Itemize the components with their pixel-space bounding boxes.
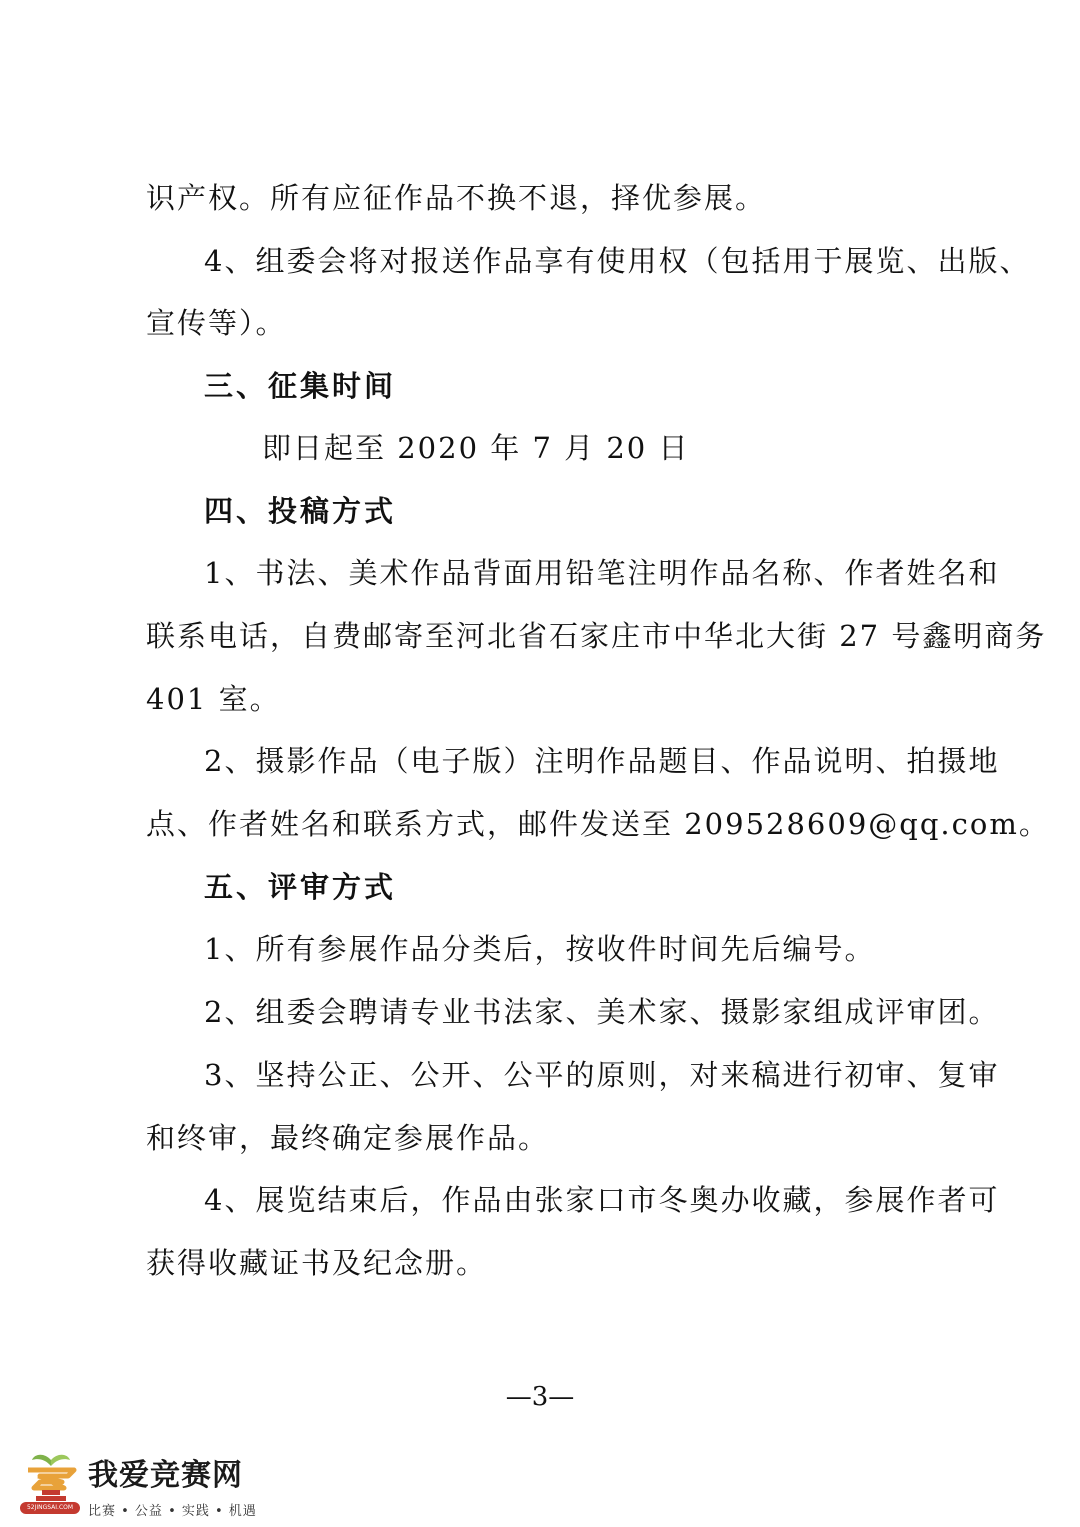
section-heading: 五、评审方式 [204, 870, 397, 904]
paragraph-line: 点、作者姓名和联系方式，邮件发送至 209528609@qq.com。 [146, 807, 1050, 841]
section-heading: 三、征集时间 [204, 369, 397, 403]
paragraph-line: 3、坚持公正、公开、公平的原则，对来稿进行初审、复审 [204, 1058, 1000, 1092]
paragraph-line: 1、所有参展作品分类后，按收件时间先后编号。 [204, 932, 876, 966]
paragraph-line: 即日起至 2020 年 7 月 20 日 [262, 431, 690, 465]
paragraph-line: 4、组委会将对报送作品享有使用权（包括用于展览、出版、 [204, 244, 1031, 278]
paragraph-line: 401 室。 [146, 682, 281, 716]
watermark-slogan: 比赛 • 公益 • 实践 • 机遇 [88, 1504, 257, 1519]
watermark-title: 我爱竞赛网 [88, 1458, 243, 1493]
paragraph-line: 识产权。所有应征作品不换不退，择优参展。 [146, 181, 767, 215]
paragraph-line: 4、展览结束后，作品由张家口市冬奥办收藏，参展作者可 [204, 1183, 1000, 1217]
paragraph-line: 联系电话，自费邮寄至河北省石家庄市中华北大街 27 号鑫明商务 [146, 619, 1047, 653]
paragraph-line: 获得收藏证书及纪念册。 [146, 1246, 488, 1280]
paragraph-line: 2、摄影作品（电子版）注明作品题目、作品说明、拍摄地 [204, 744, 1000, 778]
paragraph-line: 和终审，最终确定参展作品。 [146, 1121, 550, 1155]
paragraph-line: 1、书法、美术作品背面用铅笔注明作品名称、作者姓名和 [204, 556, 1000, 590]
paragraph-line: 2、组委会聘请专业书法家、美术家、摄影家组成评审团。 [204, 995, 1000, 1029]
trophy-icon [20, 1446, 82, 1504]
watermark-url-badge: 52JINGSAI.COM [20, 1502, 80, 1514]
page-number: —3— [505, 1382, 575, 1412]
paragraph-line: 宣传等）。 [146, 306, 287, 340]
site-watermark-logo [20, 1440, 280, 1518]
section-heading: 四、投稿方式 [204, 494, 397, 528]
